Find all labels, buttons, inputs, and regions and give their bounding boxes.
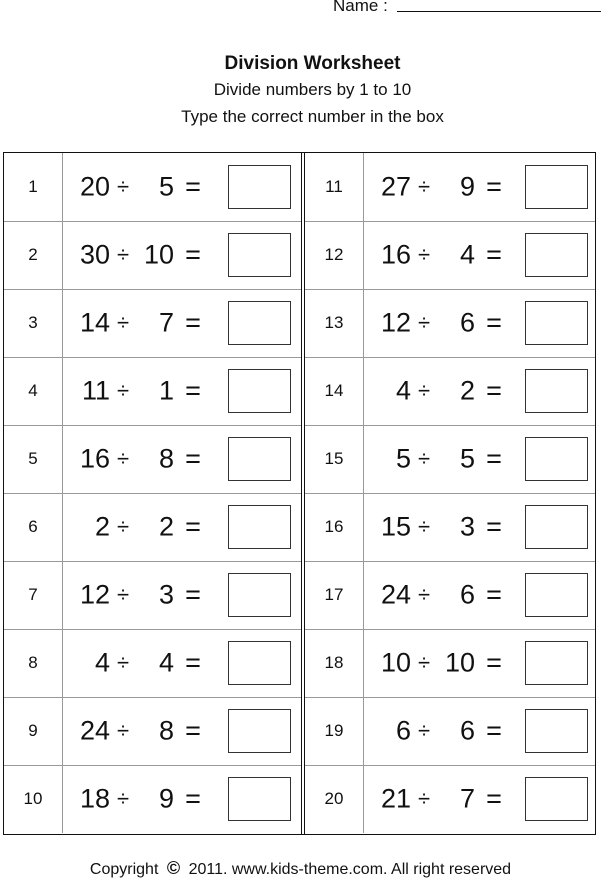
divisor: 9 (158, 783, 174, 814)
dividend: 11 (81, 375, 110, 406)
answer-box[interactable] (525, 165, 588, 209)
copyright-prefix: Copyright (89, 861, 159, 878)
divisor: 4 (459, 239, 475, 270)
divisor: 5 (459, 443, 475, 474)
problem-number: 5 (4, 425, 63, 493)
problem-equation (62, 765, 301, 833)
equals-sign: = (185, 443, 201, 474)
dividend: 18 (79, 783, 110, 814)
equals-sign: = (185, 715, 201, 746)
problem-row (4, 561, 301, 630)
problem-row (305, 493, 595, 562)
dividend: 30 (79, 239, 110, 270)
problem-row (4, 221, 301, 290)
problem-grid (3, 152, 596, 835)
divisor: 8 (158, 443, 174, 474)
divide-sign: ÷ (417, 718, 431, 743)
problem-row (305, 221, 595, 290)
divide-sign: ÷ (417, 310, 431, 335)
divisor: 3 (158, 579, 174, 610)
problem-row (4, 697, 301, 766)
problem-column-left (4, 153, 302, 834)
divisor: 2 (459, 375, 475, 406)
worksheet-title: Division Worksheet (224, 53, 401, 74)
problem-row (305, 765, 595, 833)
divisor: 5 (158, 171, 174, 202)
problem-number: 4 (4, 357, 63, 425)
problem-equation (363, 697, 595, 765)
problem-number: 12 (305, 221, 364, 289)
answer-box[interactable] (228, 301, 291, 345)
dividend: 6 (395, 715, 411, 746)
equals-sign: = (486, 511, 502, 542)
problem-row (305, 153, 595, 222)
divisor: 6 (459, 307, 475, 338)
divisor: 4 (158, 647, 174, 678)
equals-sign: = (486, 579, 502, 610)
equals-sign: = (486, 171, 502, 202)
problem-equation (62, 221, 301, 289)
answer-box[interactable] (228, 505, 291, 549)
problem-row (4, 153, 301, 222)
answer-box[interactable] (525, 301, 588, 345)
problem-row (4, 425, 301, 494)
answer-box[interactable] (525, 437, 588, 481)
problem-equation (62, 629, 301, 697)
dividend: 21 (380, 783, 411, 814)
problem-number: 19 (305, 697, 364, 765)
divide-sign: ÷ (417, 446, 431, 471)
problem-row (4, 765, 301, 833)
problem-row (4, 289, 301, 358)
problem-equation (363, 153, 595, 221)
divisor: 10 (444, 647, 475, 678)
name-field (0, 0, 601, 20)
equals-sign: = (185, 647, 201, 678)
problem-equation (62, 289, 301, 357)
answer-box[interactable] (228, 641, 291, 685)
dividend: 16 (79, 443, 110, 474)
problem-number: 11 (305, 153, 364, 221)
answer-box[interactable] (228, 165, 291, 209)
divide-sign: ÷ (417, 786, 431, 811)
answer-box[interactable] (228, 233, 291, 277)
dividend: 12 (79, 579, 110, 610)
problem-equation (62, 153, 301, 221)
dividend: 24 (79, 715, 110, 746)
dividend: 15 (380, 511, 411, 542)
equals-sign: = (486, 307, 502, 338)
answer-box[interactable] (525, 777, 588, 821)
divisor: 6 (459, 579, 475, 610)
name-line[interactable] (397, 11, 601, 12)
equals-sign: = (185, 783, 201, 814)
problem-equation (363, 765, 595, 833)
dividend: 2 (94, 511, 110, 542)
equals-sign: = (185, 579, 201, 610)
problem-number: 9 (4, 697, 63, 765)
answer-box[interactable] (228, 369, 291, 413)
divide-sign: ÷ (116, 650, 130, 675)
dividend: 5 (395, 443, 411, 474)
name-label: Name : (333, 0, 388, 15)
equals-sign: = (486, 239, 502, 270)
divisor: 8 (158, 715, 174, 746)
divisor: 9 (459, 171, 475, 202)
dividend: 20 (79, 171, 110, 202)
divide-sign: ÷ (417, 650, 431, 675)
equals-sign: = (486, 715, 502, 746)
divide-sign: ÷ (116, 786, 130, 811)
dividend: 24 (380, 579, 411, 610)
problem-equation (62, 561, 301, 629)
problem-equation (363, 425, 595, 493)
divide-sign: ÷ (417, 514, 431, 539)
copyright-text: 2011. www.kids-theme.com. All right reserved (188, 861, 512, 878)
divide-sign: ÷ (417, 378, 431, 403)
equals-sign: = (185, 307, 201, 338)
problem-equation (363, 561, 595, 629)
equals-sign: = (486, 647, 502, 678)
divide-sign: ÷ (116, 174, 130, 199)
problem-number: 3 (4, 289, 63, 357)
answer-box[interactable] (525, 641, 588, 685)
problem-equation (363, 289, 595, 357)
problem-equation (62, 697, 301, 765)
problem-number: 1 (4, 153, 63, 221)
problem-equation (62, 493, 301, 561)
problem-number: 8 (4, 629, 63, 697)
problem-number: 15 (305, 425, 364, 493)
answer-box[interactable] (228, 437, 291, 481)
divide-sign: ÷ (116, 718, 130, 743)
problem-number: 13 (305, 289, 364, 357)
divide-sign: ÷ (116, 378, 130, 403)
dividend: 4 (395, 375, 411, 406)
dividend: 14 (79, 307, 110, 338)
problem-row (305, 629, 595, 698)
problem-row (305, 425, 595, 494)
dividend: 4 (94, 647, 110, 678)
problem-equation (363, 221, 595, 289)
answer-box[interactable] (525, 233, 588, 277)
problem-equation (62, 357, 301, 425)
divisor: 10 (143, 239, 174, 270)
dividend: 12 (380, 307, 411, 338)
divisor: 3 (459, 511, 475, 542)
answer-box[interactable] (228, 777, 291, 821)
problem-row (4, 629, 301, 698)
equals-sign: = (486, 783, 502, 814)
problem-equation (363, 357, 595, 425)
equals-sign: = (486, 375, 502, 406)
divide-sign: ÷ (116, 310, 130, 335)
divide-sign: ÷ (417, 242, 431, 267)
equals-sign: = (185, 375, 201, 406)
divide-sign: ÷ (116, 242, 130, 267)
problem-row (305, 357, 595, 426)
problem-equation (363, 629, 595, 697)
answer-box[interactable] (525, 505, 588, 549)
problem-row (305, 561, 595, 630)
worksheet-subtitle: Divide numbers by 1 to 10 (213, 80, 412, 99)
problem-row (4, 357, 301, 426)
copyright-icon: © (166, 858, 181, 878)
divide-sign: ÷ (116, 514, 130, 539)
problem-column-right (304, 153, 595, 834)
equals-sign: = (185, 511, 201, 542)
dividend: 27 (380, 171, 411, 202)
answer-box[interactable] (525, 709, 588, 753)
dividend: 16 (380, 239, 411, 270)
problem-number: 17 (305, 561, 364, 629)
answer-box[interactable] (228, 709, 291, 753)
divisor: 7 (158, 307, 174, 338)
divisor: 2 (158, 511, 174, 542)
equals-sign: = (486, 443, 502, 474)
problem-row (305, 289, 595, 358)
divide-sign: ÷ (116, 582, 130, 607)
problem-row (305, 697, 595, 766)
divide-sign: ÷ (417, 174, 431, 199)
answer-box[interactable] (228, 573, 291, 617)
problem-equation (363, 493, 595, 561)
problem-number: 2 (4, 221, 63, 289)
copyright-footer (0, 858, 601, 879)
divide-sign: ÷ (417, 582, 431, 607)
divisor: 1 (158, 375, 174, 406)
equals-sign: = (185, 171, 201, 202)
divisor: 6 (459, 715, 475, 746)
answer-box[interactable] (525, 369, 588, 413)
problem-number: 7 (4, 561, 63, 629)
equals-sign: = (185, 239, 201, 270)
problem-number: 18 (305, 629, 364, 697)
problem-number: 6 (4, 493, 63, 561)
divide-sign: ÷ (116, 446, 130, 471)
answer-box[interactable] (525, 573, 588, 617)
dividend: 10 (380, 647, 411, 678)
worksheet-instruction: Type the correct number in the box (181, 107, 444, 126)
problem-equation (62, 425, 301, 493)
problem-number: 10 (4, 765, 63, 833)
problem-number: 16 (305, 493, 364, 561)
problem-number: 14 (305, 357, 364, 425)
problem-number: 20 (305, 765, 364, 833)
divisor: 7 (459, 783, 475, 814)
problem-row (4, 493, 301, 562)
